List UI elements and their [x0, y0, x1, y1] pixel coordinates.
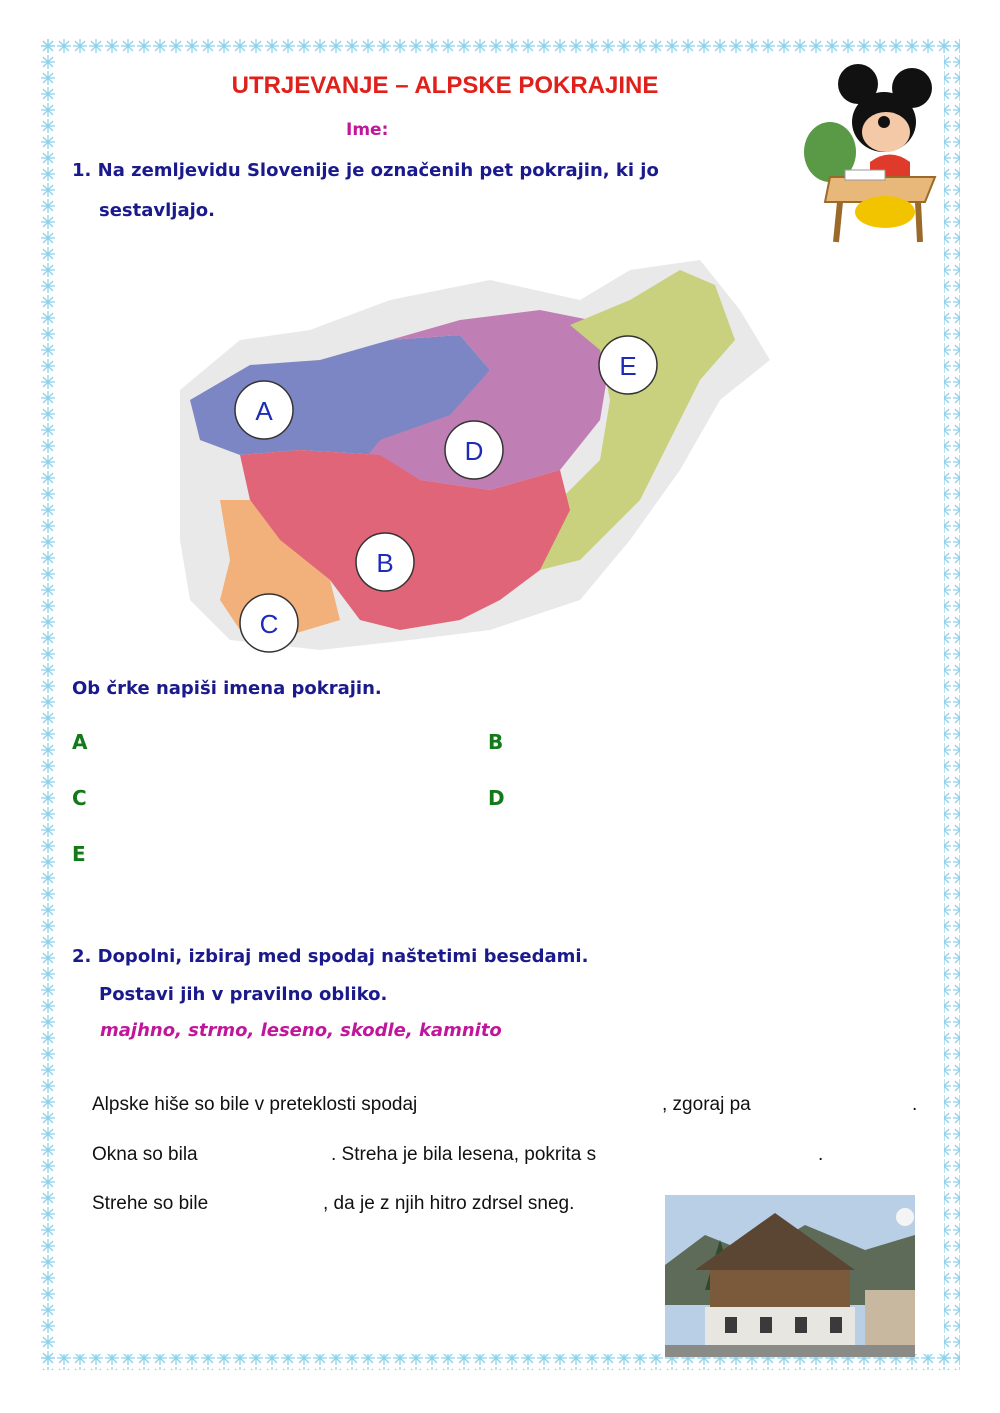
answer-label-b: B [488, 730, 504, 754]
sentence1-end: . [912, 1094, 918, 1115]
page-title: UTRJEVANJE – ALPSKE POKRAJINE [231, 72, 659, 99]
map-label-e: E [619, 351, 637, 381]
sentence2-part1: Okna so bila [92, 1144, 198, 1165]
slovenia-map [160, 240, 800, 660]
map-label-d: D [464, 436, 484, 466]
answer-label-e: E [72, 842, 86, 866]
task1-line1: 1. Na zemljevidu Slovenije je označenih pet pokrajin, ki jo [72, 160, 659, 181]
word-bank: majhno, strmo, leseno, skodle, kamnito [100, 1020, 502, 1041]
answer-label-c: C [72, 786, 87, 810]
name-label: Ime: [346, 120, 389, 140]
sentence3-part1: Strehe so bile [92, 1193, 209, 1214]
mickey-illustration [800, 62, 940, 252]
task2-line1: 2. Dopolni, izbiraj med spodaj naštetimi besedami. [72, 946, 589, 967]
map-label-b: B [376, 548, 394, 578]
sentence2-end: . [818, 1144, 824, 1165]
sentence3-part2: , da je z njih hitro zdrsel sneg. [323, 1193, 575, 1214]
alpine-house-photo [665, 1195, 915, 1357]
map-label-c: C [259, 609, 279, 639]
sentence2-part2: . Streha je bila lesena, pokrita s [331, 1144, 597, 1165]
instruction: Ob črke napiši imena pokrajin. [72, 678, 382, 699]
task2-line2: Postavi jih v pravilno obliko. [99, 984, 388, 1005]
sentence1-part2: , zgoraj pa [662, 1094, 751, 1115]
sentence1-part1: Alpske hiše so bile v preteklosti spodaj [92, 1094, 418, 1115]
map-label-a: A [255, 396, 273, 426]
task1-line2: sestavljajo. [99, 200, 215, 221]
answer-label-a: A [72, 730, 88, 754]
answer-label-d: D [488, 786, 505, 810]
